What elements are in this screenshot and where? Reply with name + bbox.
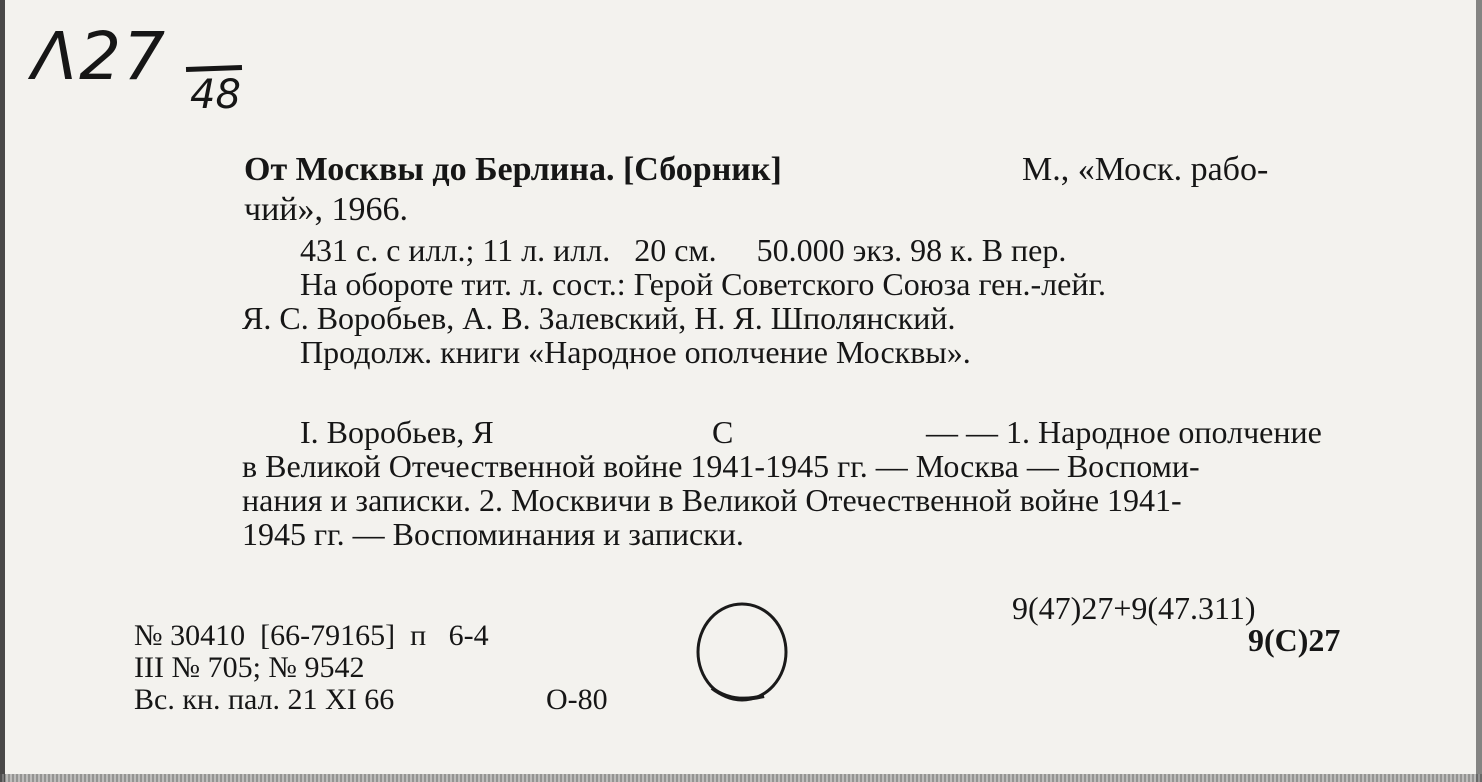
card-bottom-edge [0,774,1482,782]
title-main: От Москвы до Берлина. [Сборник] [244,151,782,188]
handwritten-shelfmark-denominator: 48 [190,72,241,118]
classification-code-1: 9(47)27+9(47.311) [1012,590,1256,626]
subject-heading-line4: 1945 гг. — Воспоминания и записки. [242,516,744,552]
footer-chamber-date: Вс. кн. пал. 21 XI 66 [134,683,395,716]
title-imprint: М., «Моск. рабо- [1022,151,1269,188]
footer-code: О-80 [546,683,608,716]
card-left-edge [0,0,5,782]
note-compilers-names: Я. С. Воробьев, А. В. Залевский, Н. Я. Шполянский. [242,300,956,336]
subject-initial: С [712,414,734,450]
subject-heading-line3: нания и записки. 2. Москвичи в Великой Отечественной войне 1941- [242,482,1182,518]
subject-heading-1: — — 1. Народное ополчение [926,414,1322,450]
note-compilers: На обороте тит. л. сост.: Герой Советского Союза ген.-лейг. [300,266,1106,302]
card-right-edge [1476,0,1482,782]
footer-record-number: № 30410 [66-79165] п 6-4 [134,619,489,652]
subject-heading-line2: в Великой Отечественной войне 1941-1945 гг. — Москва — Воспоми- [242,448,1200,484]
circular-stamp-icon [692,596,796,708]
subject-author-entry: I. Воробьев, Я [300,414,494,450]
handwritten-shelfmark: Λ27 [32,18,168,95]
physical-description: 431 с. с илл.; 11 л. илл. 20 см. 50.000 экз. 98 к. В пер. [300,232,1067,268]
note-continuation: Продолж. книги «Народное ополчение Москвы». [300,334,971,370]
classification-code-2: 9(С)27 [1248,622,1341,658]
footer-print-order: III № 705; № 9542 [134,651,365,684]
title-continuation: чий», 1966. [244,191,408,228]
handwritten-fraction-bar [186,65,242,72]
